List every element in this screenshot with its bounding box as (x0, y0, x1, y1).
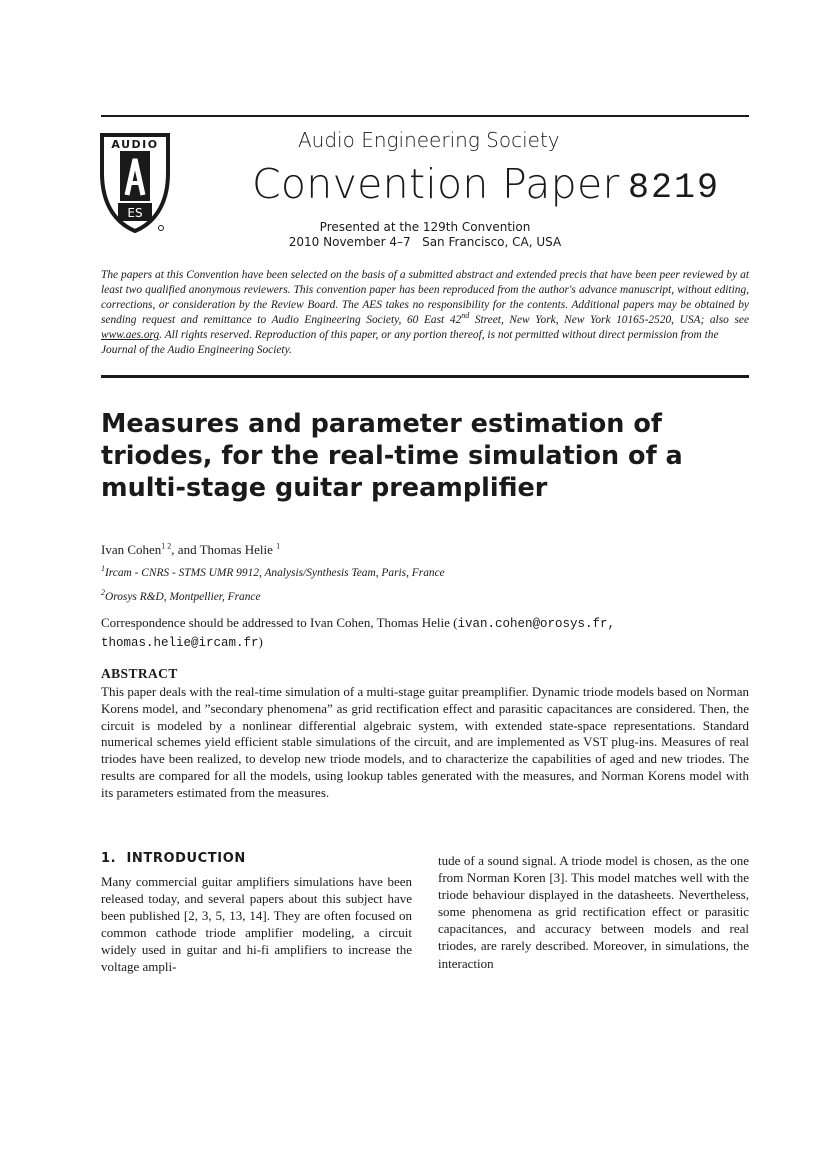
email-cohen[interactable]: ivan.cohen@orosys.fr, (457, 617, 615, 631)
author-line (101, 542, 280, 558)
section-heading-introduction (101, 851, 246, 866)
author-1-affil: 1 2 (161, 541, 172, 551)
aes-website-link[interactable]: www.aes.org (101, 329, 160, 341)
correspondence-text: Correspondence should be addressed to Ivan Cohen, Thomas Helie ( (101, 615, 458, 630)
section-number: 1. (101, 851, 117, 866)
document-type: Convention Paper (252, 160, 620, 208)
affiliation-1-mark: 1 (101, 564, 105, 574)
affiliation-1 (101, 564, 445, 579)
author-separator: , and (171, 542, 200, 557)
notice-text-b: Street, New York, New York 10165-2520, USA; also see (469, 314, 749, 326)
section-title: INTRODUCTION (126, 851, 246, 866)
abstract-body: This paper deals with the real-time simulation of a multi-stage guitar preamplifier. Dynamic triode models based on Norman Korens model, and ”secondary phenomena” as grid rectification effect and parasitic capacitances are considered. Then, the circuit is modeled by a nonlinear differential algebraic system, with extended state-space representations. Standard numerical schemes yield efficient stable simulations of the circuit, and are implemented as VST plug-ins. Measures of real triodes have been realized, to develop new triode models, and to characterize the capabilities of aged and new triodes. The results are compared for all the models, using lookup tables generated with the measures, and Norman Korens model with its parameters estimated from the measures. (101, 684, 749, 800)
notice-sup: nd (461, 311, 470, 321)
affiliation-2-mark: 2 (101, 588, 105, 598)
notice-rule (101, 375, 749, 378)
author-1: Ivan Cohen (101, 542, 162, 557)
logo-es-text: ES (127, 206, 143, 220)
paper-number: 8219 (628, 168, 721, 208)
intro-column-1: Many commercial guitar amplifiers simulations have been released today, and several papers about this subject have been published [2, 3, 5, 13, 14]. They are often focused on common cathode triode amplifier modeling, a circuit widely used in guitar and hi-fi amplifiers to increase the voltage ampli- (101, 874, 412, 975)
author-2: Thomas Helie (199, 542, 277, 557)
society-name: Audio Engineering Society (298, 128, 560, 152)
notice-text-d: Journal of the Audio Engineering Society. (101, 344, 292, 356)
author-2-affil: 1 (276, 541, 281, 551)
correspondence (101, 614, 749, 652)
notice-text-a: The papers at this Convention have been selected on the basis of a submitted abstract and extended precis that have been peer reviewed by at least two qualified anonymous reviewers. This convention paper has been reproduced from the author's advance manuscript, without editing, corrections, or consideration by the Review Board. The AES takes no responsibility for the contents. Additional papers may be obtained by sending request and remittance to Audio Engineering Society, 60 East 42 (101, 269, 749, 326)
peer-review-notice (101, 268, 749, 358)
abstract-heading: ABSTRACT (101, 666, 178, 681)
affiliation-2 (101, 588, 261, 603)
affiliation-2-text: Orosys R&D, Montpellier, France (105, 591, 261, 603)
paper-title: Measures and parameter estimation of triodes, for the real-time simulation of a multi-stage guitar preamplifier (101, 409, 683, 503)
intro-column-2: tude of a sound signal. A triode model is chosen, as the one from Norman Koren [3]. This model matches well with the triode behaviour displayed in the datasheets. Nevertheless, some phenomena as grid rectification effect or parasitic capacitances, and accuracy between models and real triodes, are rarely described. Moreover, in simulations, the interaction (438, 853, 749, 971)
convention-date-place: 2010 November 4–7 San Francisco, CA, USA (288, 235, 562, 249)
correspondence-close: ) (258, 634, 263, 649)
notice-text-c: . All rights reserved. Reproduction of this paper, or any portion thereof, is not permitted without direct permission from the (159, 329, 719, 341)
aes-logo (100, 129, 170, 235)
email-helie[interactable]: thomas.helie@ircam.fr (101, 636, 259, 650)
top-rule (101, 115, 749, 117)
logo-audio-text: AUDIO (111, 138, 159, 151)
affiliation-1-text: Ircam - CNRS - STMS UMR 9912, Analysis/Synthesis Team, Paris, France (105, 567, 445, 579)
presented-at: Presented at the 129th Convention (319, 220, 531, 234)
